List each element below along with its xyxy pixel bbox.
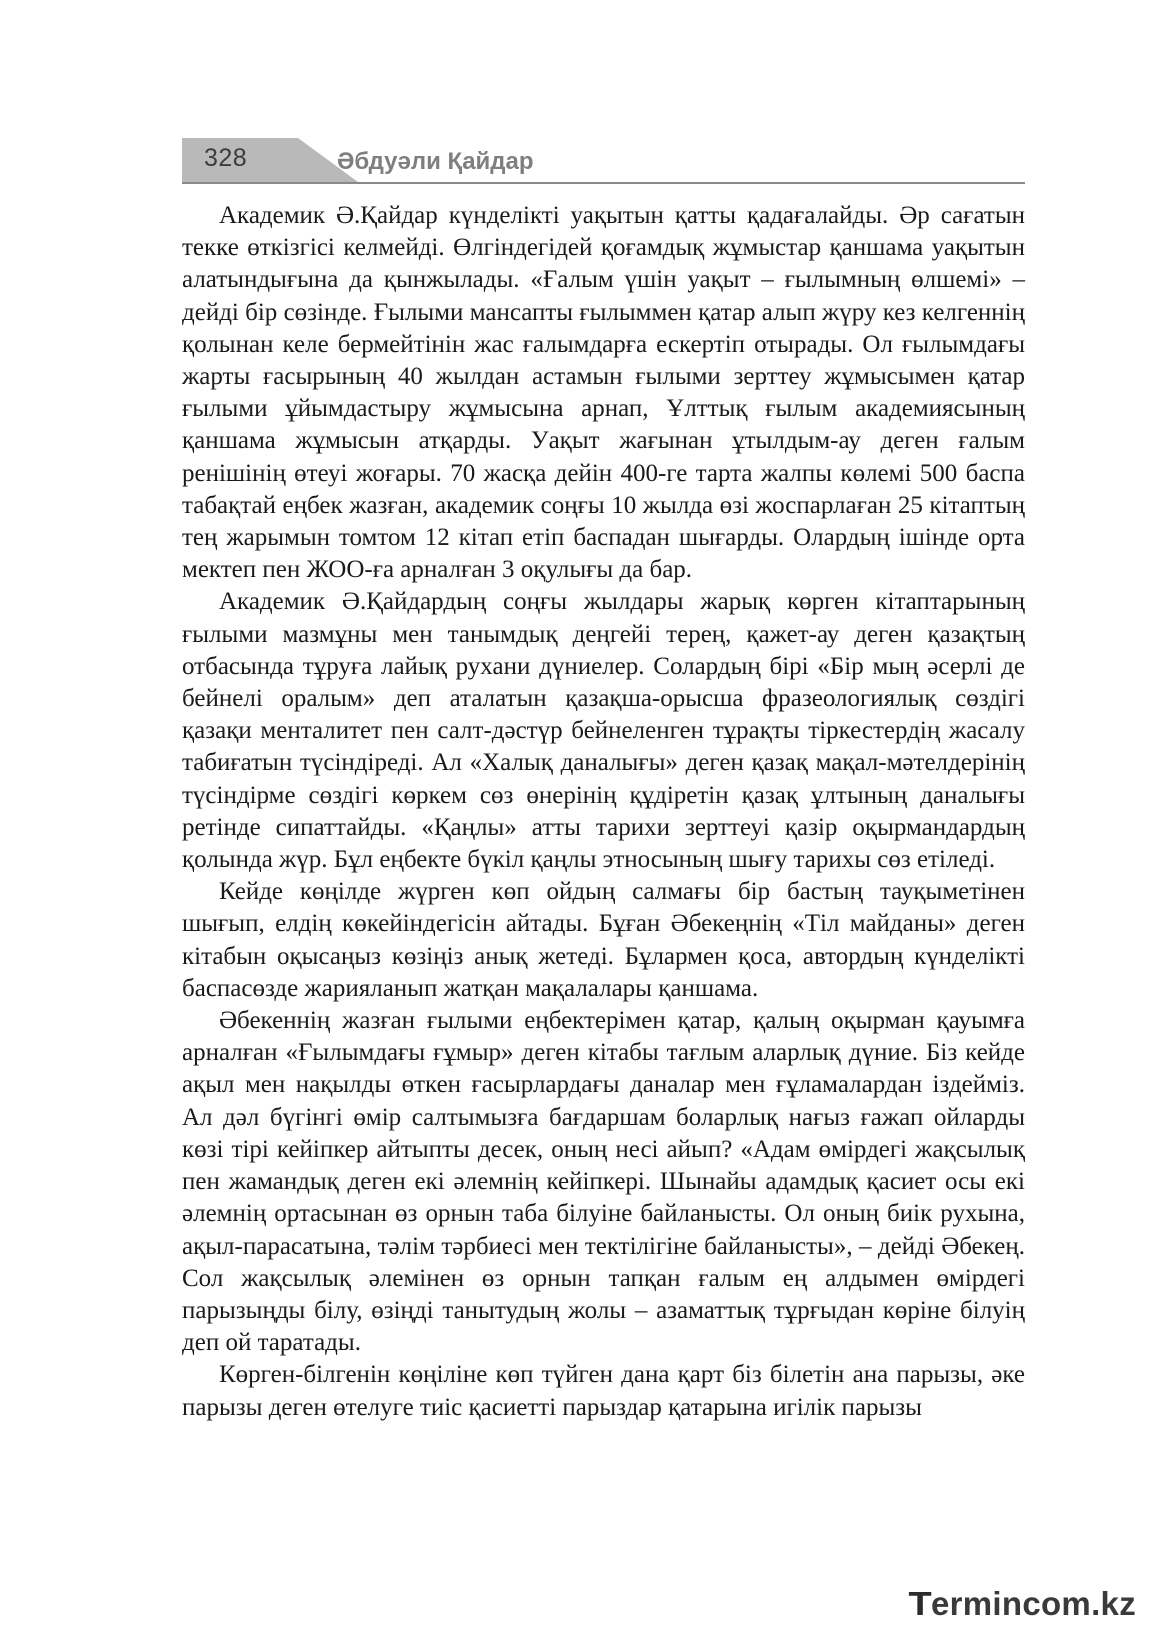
paragraph: Академик Ә.Қайдардың соңғы жылдары жарық көрген кітаптарының ғылыми мазмұны мен танымдық деңгейі терең, қажет-ау деген қазақтың отбасында тұруға лайық рухани дүниелер. Солардың бірі «Бір мың әсерлі де бейнелі оралым» деп аталатын қазақша-орысша фразеологиялық сөздігі қазақи менталитет пен салт-дәстүр бейнеленген тұрақты тіркестердің жасалу табиғатын түсіндіреді. Ал «Халық даналығы» деген қазақ мақал-мәтелдерінің түсіндірме сөздігі көркем сөз өнерінің құдіретін қазақ ұлтының даналығы ретінде сипаттайды. «Қаңлы» атты тарихи зерттеуі қазір оқырмандардың қолында жүр. Бұл еңбекте бүкіл қаңлы этносының шығу тарихы сөз етіледі. — [182, 588, 1025, 874]
page-number: 328 — [204, 144, 248, 172]
site-watermark — [910, 1585, 1136, 1623]
body-text — [182, 200, 1025, 1424]
paragraph: Кейде көңілде жүрген көп ойдың салмағы бір бастың тауқыметінен шығып, елдің көкейіндегісін айтады. Бұған Әбекеңнің «Тіл майданы» деген кітабын оқысаңыз көзіңіз анық жетеді. Бұлармен қоса, автордың күнделікті баспасөзде жарияланып жатқан мақалалары қаншама. — [182, 878, 1025, 1002]
running-header — [182, 138, 1025, 188]
paragraph: Әбекеннің жазған ғылыми еңбектерімен қатар, қалың оқырман қауымға арналған «Ғылымдағы ғұмыр» деген кітабы тағлым аларлық дүние. Біз кейде ақыл мен нақылды өткен ғасырлардағы даналар мен ғұламалардан іздейміз. Ал дәл бүгінгі өмір салтымызға бағдаршам боларлық нағыз ғажап ойларды көзі тірі кейіпкер айтыпты десек, оның несі айып? «Адам өмірдегі жақсылық пен жамандық деген екі әлемнің кейіпкері. Шынайы адамдық қасиет осы екі әлемнің ортасынан өз орнын таба білуіне байланысты. Ол оның биік рухына, ақыл-парасатына, тәлім тәрбиесі мен тектілігіне байланысты», – дейді Әбекең. Сол жақсылық әлемінен өз орнын тапқан ғалым ең алдымен өмірдегі парызыңды білу, өзіңді танытудың жолы – азаматтық тұрғыдан көріне білуің деп ой таратады. — [182, 1007, 1025, 1357]
paragraph: Академик Ә.Қайдар күнделікті уақытын қатты қадағалайды. Әр сағатын текке өткізгісі келмейді. Өлгіндегідей қоғамдық жұмыстар қаншама уақытын алатындығына да қынжылады. «Ғалым үшін уақыт – ғылымның өлшемі» – дейді бір сөзінде. Ғылыми мансапты ғылыммен қатар алып жүру кез келгеннің қолынан келе бермейтінін жас ғалымдарға ескертіп отырады. Ол ғылымдағы жарты ғасырының 40 жылдан астамын ғылыми зерттеу жұмысымен қатар ғылыми ұйымдастыру жұмысына арнап, Ұлттық ғылым академиясының қаншама жұмысын атқарды. Уақыт жағынан ұтылдым-ау деген ғалым ренішінің өтеуі жоғары. 70 жасқа дейін 400-ге тарта жалпы көлемі 500 баспа табақтай еңбек жазған, академик соңғы 10 жылда өзі жоспарлаған 25 кітаптың тең жарымын томтом 12 кітап етіп баспадан шығарды. Олардың ішінде орта мектеп пен ЖОО-ға арналған 3 оқулығы да бар. — [182, 202, 1025, 584]
watermark-initial: T — [908, 1585, 933, 1622]
running-title: Әбдуәли Қайдар — [337, 148, 534, 175]
header-rule — [182, 182, 1025, 184]
page-number-tab — [182, 138, 277, 182]
paragraph: Көрген-білгенін көңіліне көп түйген дана қарт біз білетін ана парызы, әке парызы деген өтелуге тиіс қасиетті парыздар қатарына игілік парызы — [182, 1361, 1025, 1421]
watermark-text: ermincom.kz — [930, 1585, 1136, 1622]
